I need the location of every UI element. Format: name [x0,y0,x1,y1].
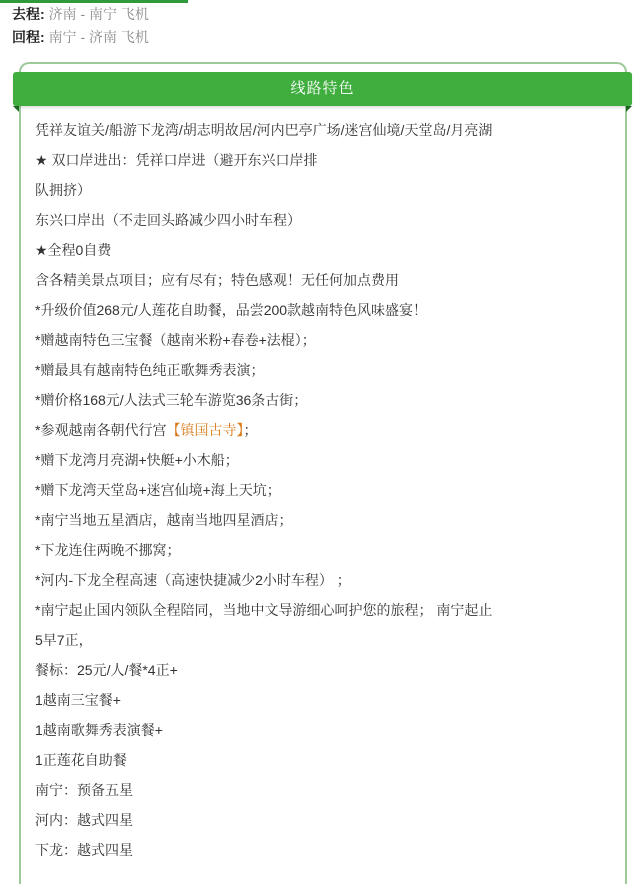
feature-line: 含各精美景点项目；应有尽有；特色感观！无任何加点费用 [35,272,399,288]
feature-line: ★全程0自费 [35,242,112,258]
feature-line: 队拥挤） [35,182,91,198]
feature-line: *赠价格168元/人法式三轮车游览36条古街； [35,392,308,408]
outbound-label: 去程: [12,6,45,22]
return-label: 回程: [12,29,45,45]
feature-line-temple [35,415,625,445]
return-value: 南宁 - 济南 飞机 [48,29,149,45]
temple-line-suffix: ； [243,422,258,438]
outbound-route [12,4,149,24]
feature-line: *南宁起止国内领队全程陪同，当地中文导游细心呵护您的旅程； 南宁起止 [35,602,493,618]
feature-line: 南宁：预备五星 [35,782,133,798]
feature-line: *升级价值268元/人莲花自助餐，品尝200款越南特色风味盛宴！ [35,302,428,318]
temple-highlight: 【镇国古寺】 [166,422,244,438]
temple-line-text: *参观越南各朝代行宫 [35,422,167,438]
feature-line: 5早7正， [35,632,93,648]
feature-line: *赠下龙湾月亮湖+快艇+小木船； [35,452,239,468]
return-route [12,27,149,47]
ribbon-fold-left [13,106,19,112]
feature-line: *南宁当地五星酒店，越南当地四星酒店； [35,512,293,528]
feature-line: ★ 双口岸进出：凭祥口岸进（避开东兴口岸排 [35,152,318,168]
feature-line: 1正莲花自助餐 [35,752,127,768]
feature-line: *下龙连住两晚不挪窝； [35,542,181,558]
feature-line: 下龙：越式四星 [35,842,133,858]
outbound-value: 济南 - 南宁 飞机 [48,6,149,22]
feature-line: 东兴口岸出（不走回头路减少四小时车程） [35,212,301,228]
feature-line: *赠越南特色三宝餐（越南米粉+春卷+法棍）； [35,332,316,348]
feature-line: *赠最具有越南特色纯正歌舞秀表演； [35,362,265,378]
feature-line: 1越南歌舞秀表演餐+ [35,722,163,738]
feature-line: 河内：越式四星 [35,812,133,828]
feature-line: *河内-下龙全程高速（高速快捷减少2小时车程） ； [35,572,351,588]
top-divider [0,0,188,3]
feature-line: 餐标：25元/人/餐*4正+ [35,662,178,678]
ribbon-fold-right [626,106,632,112]
section-title-banner: 线路特色 [13,72,632,106]
feature-line: *赠下龙湾天堂岛+迷宫仙境+海上天坑； [35,482,281,498]
feature-line: 1越南三宝餐+ [35,692,121,708]
features-content [35,115,625,865]
feature-line: 凭祥友谊关/船游下龙湾/胡志明故居/河内巴亭广场/迷宫仙境/天堂岛/月亮湖 [35,122,493,138]
